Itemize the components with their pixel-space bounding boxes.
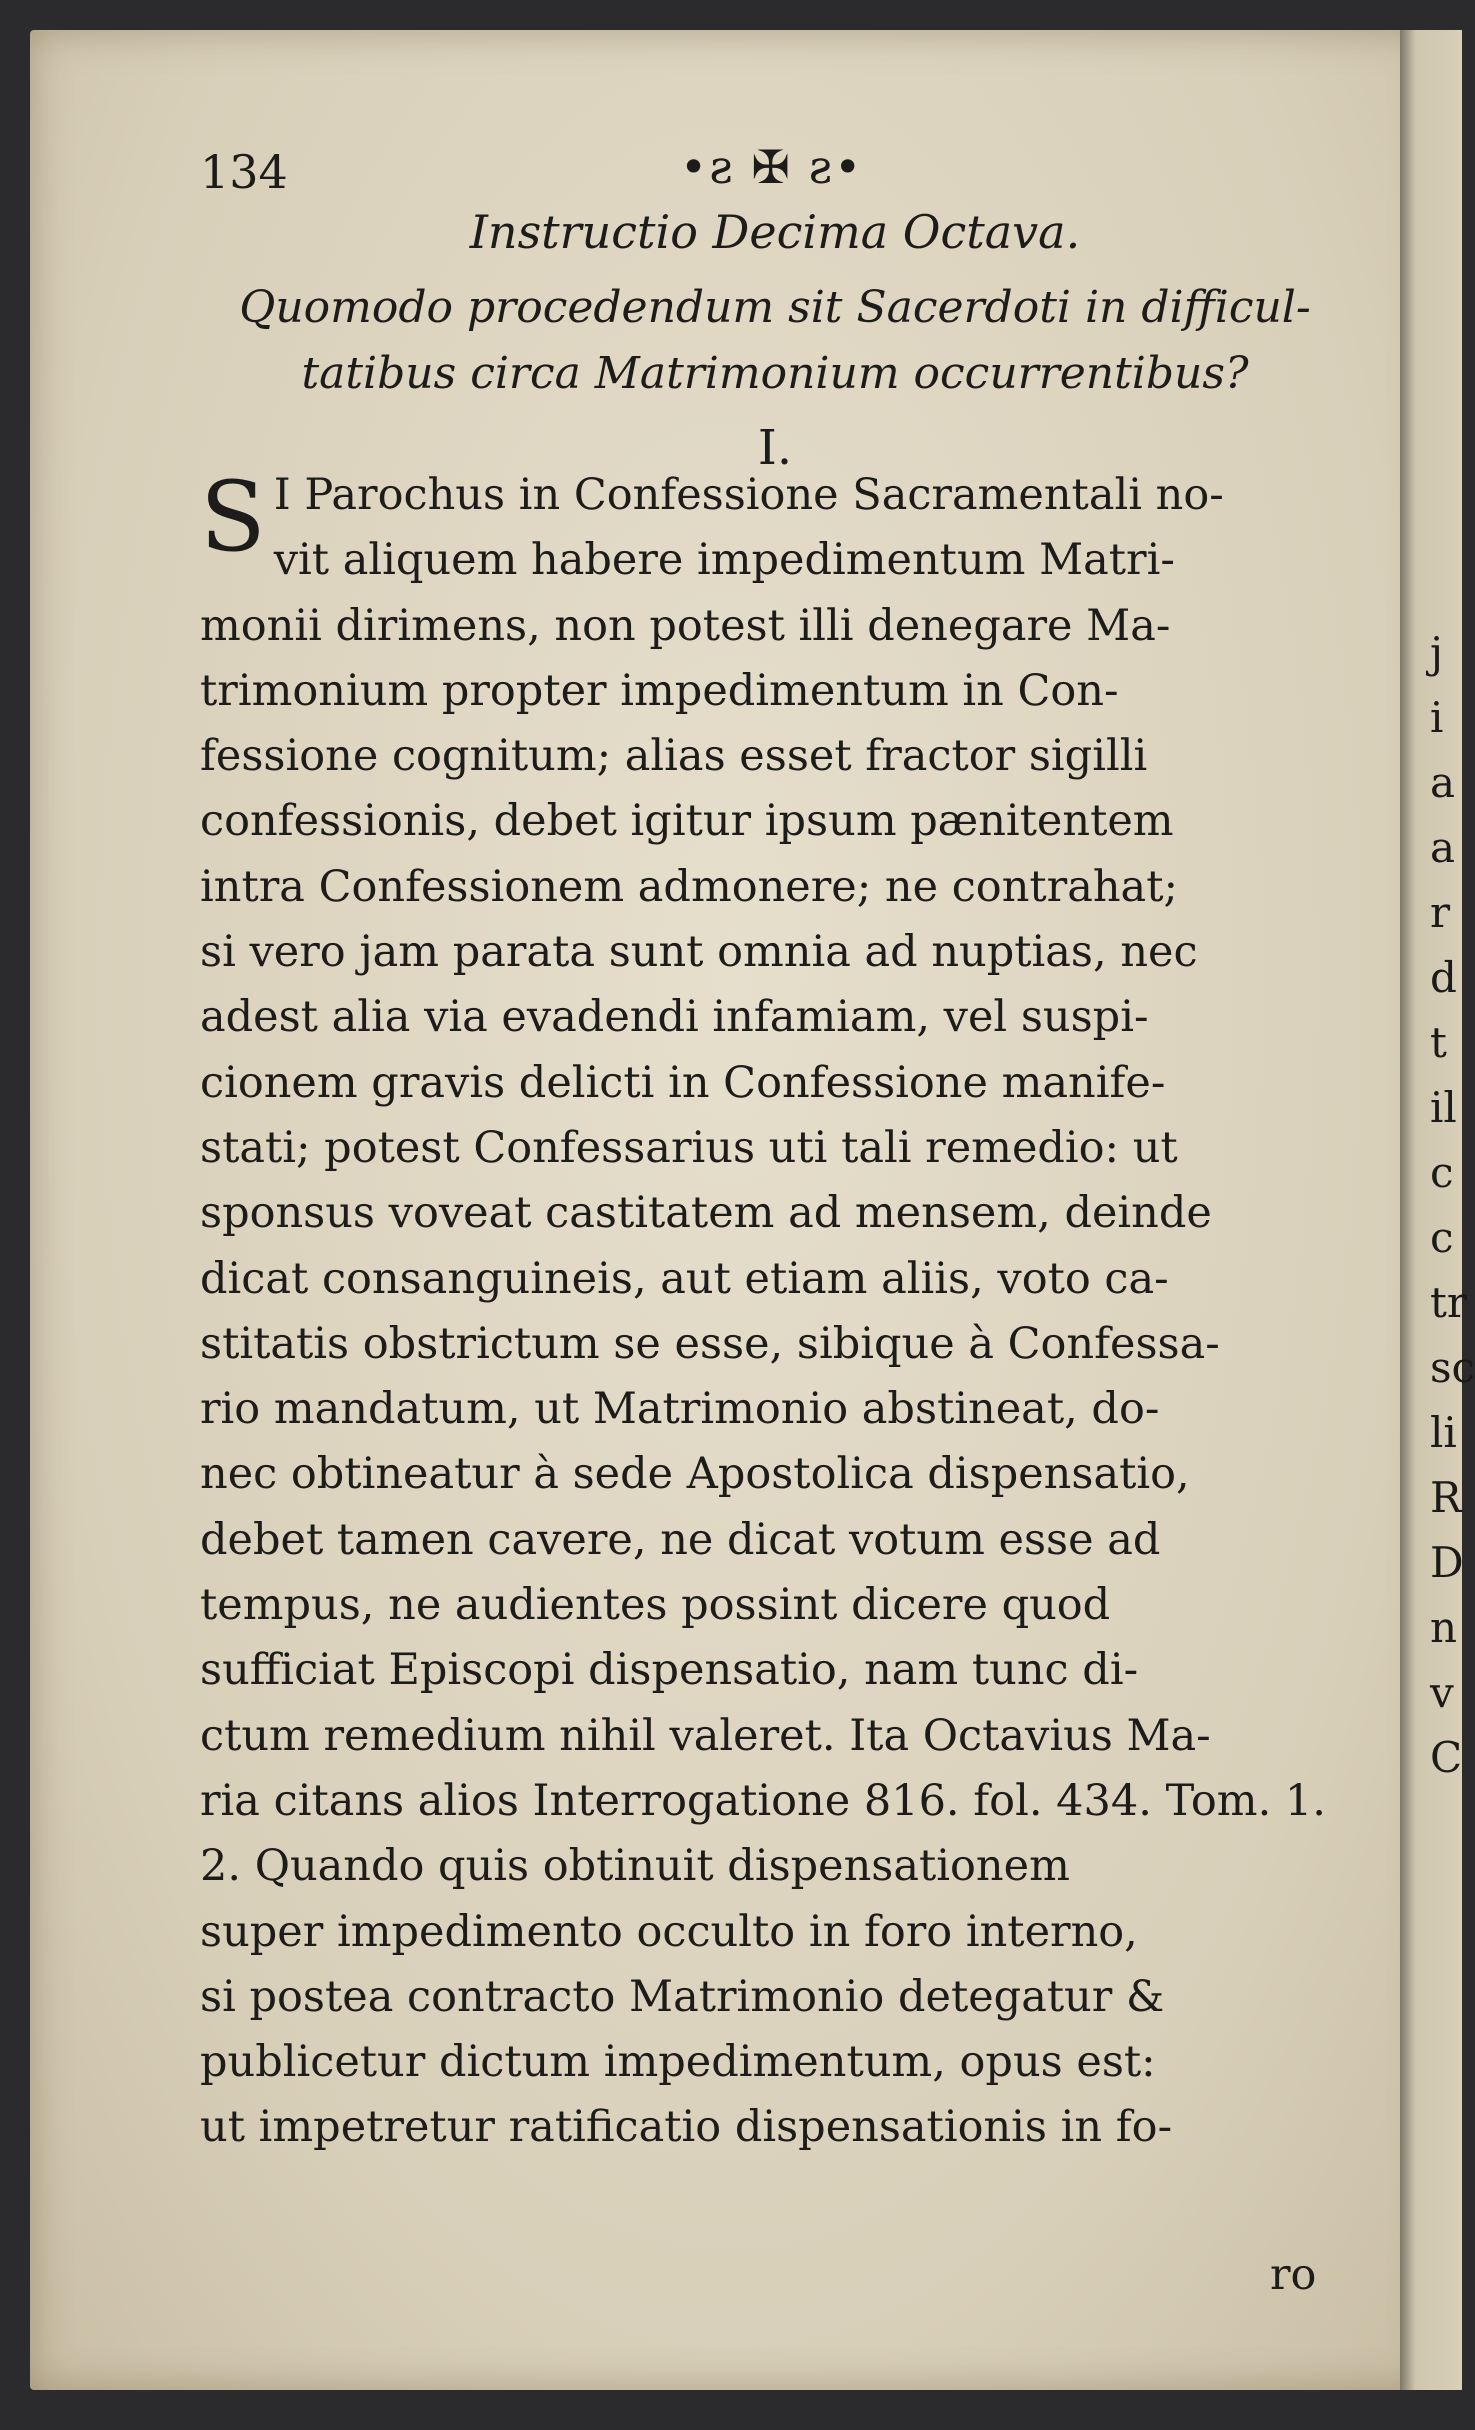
header-ornament: •ƨ ✠ ƨ• [680,140,864,194]
text-line: sufficiat Episcopi dispensatio, nam tunc di- [200,1645,1139,1696]
facing-page-letter: tr [1430,1278,1467,1327]
subtitle-line: Quomodo procedendum sit Sacerdoti in difficul- [239,282,1311,333]
facing-page-fragments [1430,620,1475,1790]
facing-page-letter: c [1430,1213,1454,1262]
text-line: debet tamen cavere, ne dicat votum esse ad [200,1514,1161,1565]
text-line: ria citans alios Interrogatione 816. fol. 434. Tom. 1. [200,1775,1326,1826]
text-line: tempus, ne audientes possint dicere quod [200,1580,1111,1631]
text-line: sponsus voveat castitatem ad mensem, deinde [200,1188,1212,1239]
text-line: monii dirimens, non potest illi denegare Ma- [200,600,1171,651]
facing-page-letter: v [1430,1668,1454,1717]
text-line: si vero jam parata sunt omnia ad nuptias, nec [200,927,1198,978]
text-line: stati; potest Confessarius uti tali remedio: ut [200,1122,1178,1173]
facing-page-letter: j [1430,628,1444,677]
text-lines [200,594,1390,2161]
facing-page-letter: C [1430,1733,1463,1782]
text-line: publicetur dictum impedimentum, opus est: [200,2037,1156,2088]
facing-page-letter: D [1430,1538,1464,1587]
text-line: trimonium propter impedimentum in Con- [200,665,1119,716]
catchword: ro [1270,2250,1317,2300]
text-line: cionem gravis delicti in Confessione manife- [200,1057,1166,1108]
text-line: stitatis obstrictum se esse, sibique à Confessa- [200,1318,1220,1369]
body-text [200,463,1390,2161]
drop-cap: S [200,461,266,573]
text-line: rio mandatum, ut Matrimonio abstineat, do- [200,1384,1160,1435]
subtitle-line: tatibus circa Matrimonium occurrentibus? [301,348,1249,399]
facing-page-letter: n [1430,1603,1458,1652]
text-line: 2. Quando quis obtinuit dispensationem [200,1841,1070,1892]
text-line: ut impetretur ratificatio dispensationis in fo- [200,2102,1173,2153]
facing-page-letter: r [1430,888,1451,937]
text-line: I Parochus in Confessione Sacramentali no- [273,470,1224,520]
facing-page-letter: i [1430,693,1444,742]
facing-page-letter: c [1430,1148,1454,1197]
text-line: intra Confessionem admonere; ne contrahat; [200,861,1178,912]
text-line: ctum remedium nihil valeret. Ita Octavius Ma- [200,1710,1211,1761]
instruction-title: Instructio Decima Octava. [469,205,1081,259]
instruction-subtitle [200,275,1350,407]
facing-page-letter: R [1430,1473,1462,1522]
page-number: 134 [200,145,288,199]
facing-page-letter: il [1430,1083,1457,1132]
text-line: dicat consanguineis, aut etiam aliis, voto ca- [200,1253,1169,1304]
facing-page-letter: t [1430,1018,1447,1067]
text-line: adest alia via evadendi infamiam, vel suspi- [200,992,1149,1043]
text-line: fessione cognitum; alias esset fractor sigilli [200,731,1148,782]
facing-page-letter: d [1430,953,1457,1002]
text-line: super impedimento occulto in foro interno, [200,1906,1138,1957]
text-line: vit aliquem habere impedimentum Matri- [273,535,1175,586]
text-line: nec obtineatur à sede Apostolica dispensatio, [200,1449,1190,1500]
text-line: confessionis, debet igitur ipsum pænitentem [200,796,1174,847]
facing-page-letter: a [1430,758,1456,807]
facing-page-letter: a [1430,823,1456,872]
facing-page-letter: li [1430,1408,1457,1457]
text-line: si postea contracto Matrimonio detegatur & [200,1971,1165,2022]
section-number: I. [757,420,793,476]
facing-page-letter: sc [1430,1343,1475,1392]
